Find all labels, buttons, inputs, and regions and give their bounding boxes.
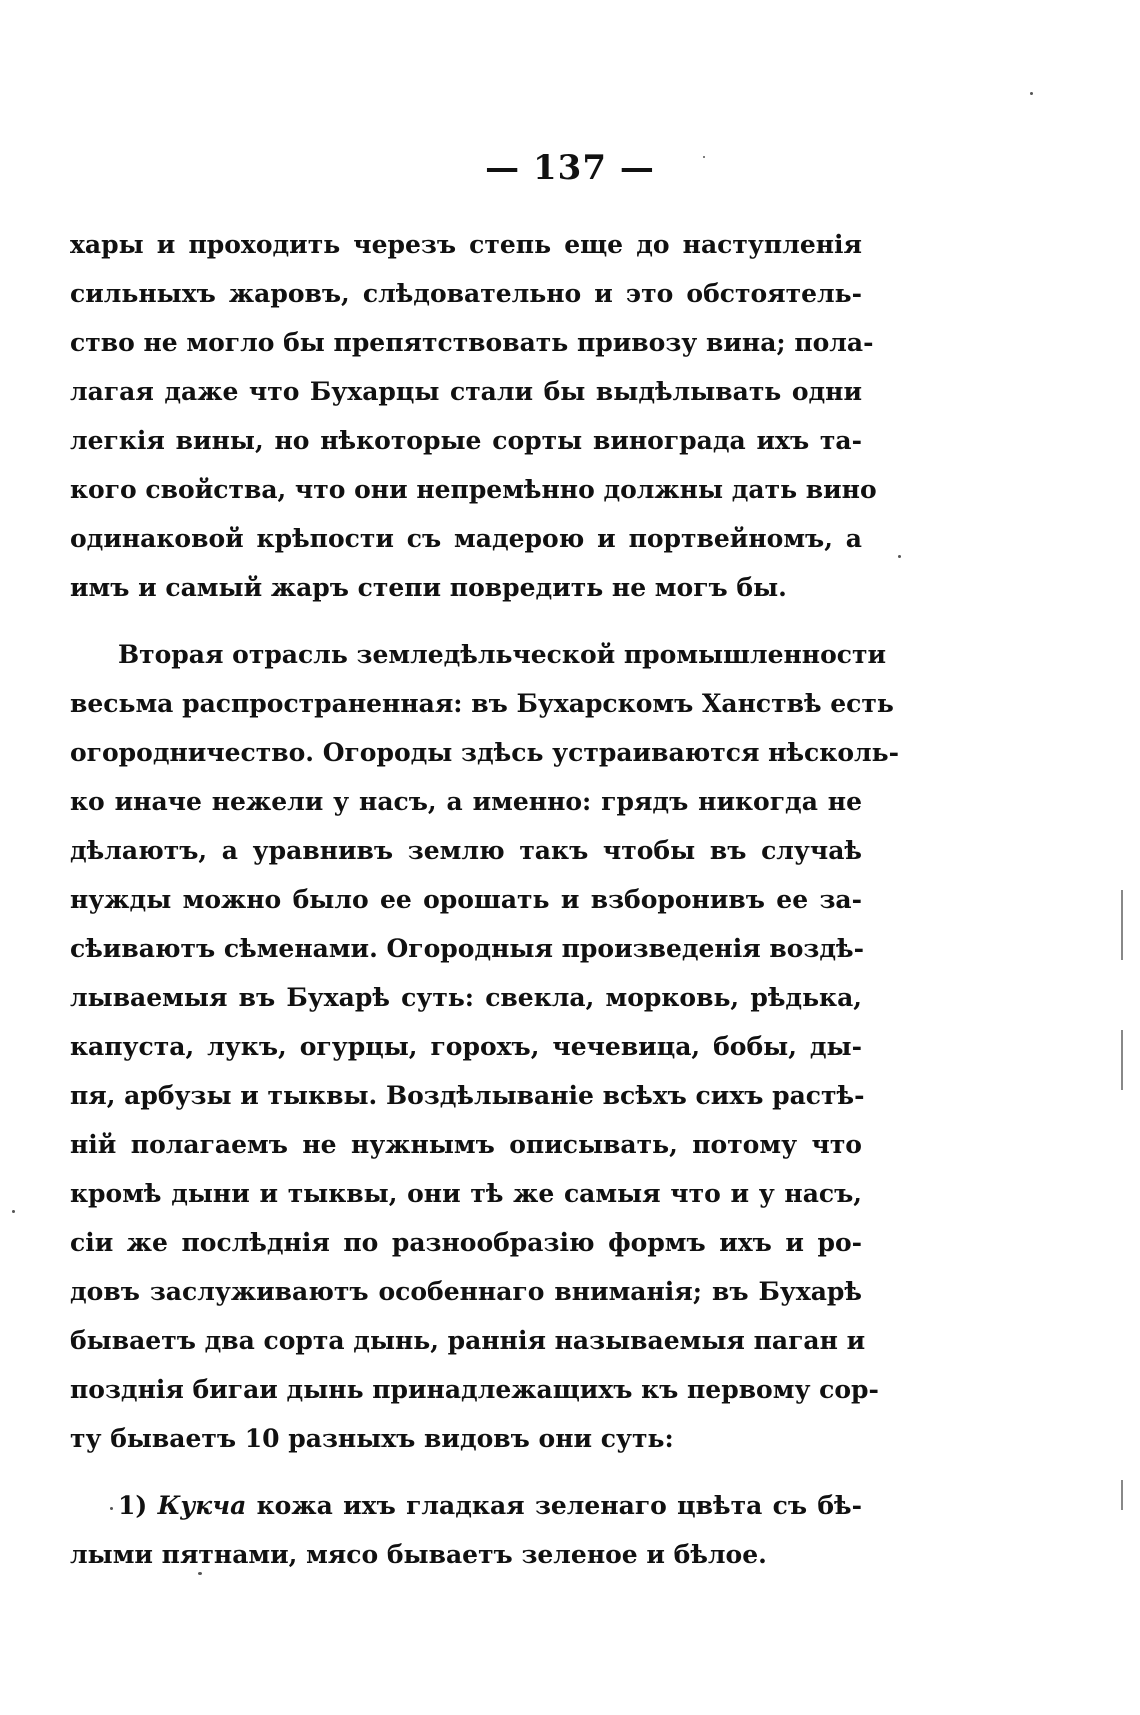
edge-mark — [1121, 1030, 1123, 1090]
text-line: весьма распространенная: въ Бухарскомъ Ханствѣ есть — [70, 689, 894, 718]
scan-speck — [110, 1507, 113, 1510]
scan-speck — [12, 1210, 15, 1213]
text-line — [70, 1481, 862, 1530]
text-line: лыми пятнами, мясо бываетъ зеленое и бѣлое. — [70, 1540, 767, 1569]
text-line: огородничество. Огороды здѣсь устраиваются нѣсколь- — [70, 738, 899, 767]
text-line: Вторая отрасль земледѣльческой промышленности — [118, 640, 887, 669]
edge-mark — [1121, 890, 1123, 960]
text-line: легкія вины, но нѣкоторые сорты винограда ихъ та- — [70, 426, 862, 455]
text-line: капуста, лукъ, огурцы, горохъ, чечевица, бобы, ды- — [70, 1032, 862, 1061]
scan-speck — [898, 555, 901, 558]
text-line: пя, арбузы и тыквы. Воздѣлываніе всѣхъ сихъ растѣ- — [70, 1081, 865, 1110]
text-line: ко иначе нежели у насъ, а именно: грядъ никогда не — [70, 787, 862, 816]
text-line: довъ заслуживаютъ особеннаго вниманія; въ Бухарѣ — [70, 1277, 862, 1306]
body-text — [70, 220, 899, 1579]
scan-speck — [703, 156, 705, 158]
paragraph-gap — [70, 612, 862, 630]
paragraph-gap — [70, 1463, 862, 1481]
text-line: лагая даже что Бухарцы стали бы выдѣлывать одни — [70, 377, 862, 406]
list-item-1 — [70, 1481, 862, 1579]
edge-mark — [1121, 1480, 1123, 1510]
text-line: кромѣ дыни и тыквы, они тѣ же самыя что и у насъ, — [70, 1179, 862, 1208]
text-line: нужды можно было ее орошать и взборонивъ ее за- — [70, 885, 862, 914]
paragraph-2 — [70, 630, 899, 1463]
text-line: имъ и самый жаръ степи повредить не могъ бы. — [70, 573, 787, 602]
text-line: дѣлаютъ, а уравнивъ землю такъ чтобы въ случаѣ — [70, 836, 862, 865]
text-line: ній полагаемъ не нужнымъ описывать, потому что — [70, 1130, 862, 1159]
text-line: бываетъ два сорта дынь, раннія называемыя паган и — [70, 1326, 866, 1355]
text-line: позднія бигаи дынь принадлежащихъ къ первому сор- — [70, 1375, 879, 1404]
text-line: сѣиваютъ сѣменами. Огородныя произведенія воздѣ- — [70, 934, 865, 963]
text-line: ту бываетъ 10 разныхъ видовъ они суть: — [70, 1424, 674, 1453]
text-line: одинаковой крѣпости съ мадерою и портвейномъ, а — [70, 524, 862, 553]
paragraph-1 — [70, 220, 877, 612]
text-line: лываемыя въ Бухарѣ суть: свекла, морковь, рѣдька, — [70, 983, 862, 1012]
item-text: кожа ихъ гладкая зеленаго цвѣта съ бѣ- — [256, 1491, 862, 1520]
item-term: Кукча — [157, 1491, 247, 1520]
item-number: 1) — [118, 1491, 148, 1520]
text-line: ство не могло бы препятствовать привозу вина; пола- — [70, 328, 874, 357]
text-line: сильныхъ жаровъ, слѣдовательно и это обстоятель- — [70, 279, 862, 308]
text-line: кого свойства, что они непремѣнно должны дать вино — [70, 475, 877, 504]
scan-speck — [198, 1572, 202, 1575]
page-number: — 137 — — [485, 148, 655, 188]
scan-speck — [1030, 92, 1033, 95]
text-line: хары и проходить черезъ степь еще до наступленія — [70, 230, 862, 259]
text-line: сіи же послѣднія по разнообразію формъ ихъ и ро- — [70, 1228, 862, 1257]
